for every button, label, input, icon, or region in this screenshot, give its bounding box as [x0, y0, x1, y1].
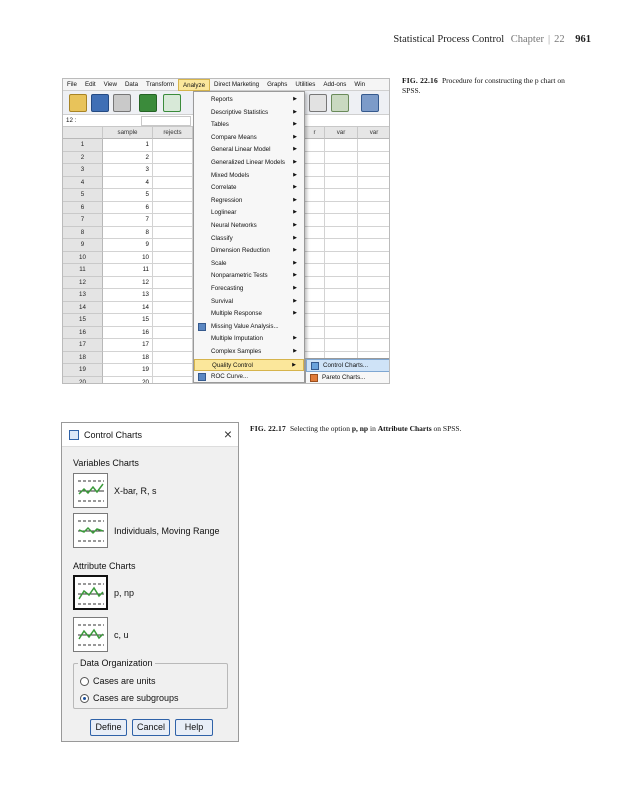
- menu-item-label: Forecasting: [211, 285, 244, 292]
- menu-item-label: Tables: [211, 121, 229, 129]
- empty-cell[interactable]: [305, 152, 325, 165]
- empty-cell[interactable]: [305, 302, 325, 315]
- control-charts-icon: [69, 430, 79, 440]
- submenu-arrow-icon: ▶: [293, 247, 297, 254]
- pareto-charts-icon: [310, 374, 318, 382]
- print-icon[interactable]: [113, 94, 131, 112]
- submenu-arrow-icon: ▶: [293, 146, 297, 153]
- menu-item-label: Survival: [211, 297, 234, 305]
- help-button[interactable]: Help: [175, 719, 213, 736]
- empty-cell[interactable]: [358, 214, 390, 227]
- xbar-chart-icon: [76, 476, 106, 506]
- submenu-arrow-icon: ▶: [293, 234, 297, 241]
- menu-item-label: Reports: [211, 96, 233, 103]
- submenu-arrow-icon: ▶: [293, 259, 297, 266]
- rejects-cell[interactable]: [153, 152, 193, 165]
- row-number[interactable]: 10: [63, 252, 103, 265]
- p-np-chart-button[interactable]: [73, 575, 108, 610]
- menu-item-correlate[interactable]: [194, 182, 304, 194]
- sample-cell[interactable]: 4: [103, 177, 153, 190]
- row-number[interactable]: 4: [63, 177, 103, 190]
- empty-cell[interactable]: [358, 339, 390, 352]
- menu-item-descriptive-statistics[interactable]: [194, 107, 304, 119]
- sample-cell[interactable]: 8: [103, 227, 153, 240]
- menu-item-icon: [198, 373, 206, 381]
- xbar-chart-label: X-bar, R, s: [114, 486, 157, 496]
- menu-item-label: Classify: [211, 234, 233, 242]
- empty-cell[interactable]: [358, 177, 390, 190]
- cancel-button[interactable]: Cancel: [132, 719, 170, 736]
- p-np-chart-icon: [77, 579, 107, 609]
- menu-item-missing-value-analysis[interactable]: [194, 321, 304, 333]
- page-number: 961: [575, 34, 591, 45]
- empty-cell[interactable]: [305, 202, 325, 215]
- empty-cell[interactable]: [305, 227, 325, 240]
- submenu-arrow-icon: ▶: [292, 361, 296, 368]
- submenu-arrow-icon: ▶: [293, 348, 297, 354]
- empty-cell[interactable]: [305, 164, 325, 177]
- menu-item-nonparametric-tests[interactable]: [194, 270, 304, 282]
- empty-cell[interactable]: [325, 339, 358, 352]
- sample-cell[interactable]: 5: [103, 189, 153, 202]
- menu-item-label: General Linear Model: [211, 146, 271, 154]
- row-number[interactable]: 13: [63, 289, 103, 302]
- empty-cell[interactable]: [358, 189, 390, 202]
- menu-item-label: Missing Value Analysis...: [211, 322, 279, 330]
- menu-data[interactable]: Data: [124, 81, 139, 88]
- cell-reference: 12 :: [66, 117, 77, 124]
- row-number[interactable]: 6: [63, 202, 103, 215]
- menu-item-label: Descriptive Statistics: [211, 108, 269, 116]
- empty-cell[interactable]: [305, 277, 325, 290]
- empty-cell[interactable]: [325, 152, 358, 165]
- menu-analyze[interactable]: Analyze: [178, 79, 210, 91]
- fig16-caption-text: Procedure for constructing the p chart on SPSS.: [402, 76, 565, 95]
- empty-cell[interactable]: [325, 327, 358, 340]
- rejects-cell[interactable]: [153, 264, 193, 277]
- empty-cell[interactable]: [305, 327, 325, 340]
- rejects-cell[interactable]: [153, 139, 193, 152]
- fig17-label: FIG. 22.17: [250, 424, 286, 433]
- menu-item-label: Quality Control: [212, 361, 253, 369]
- row-number[interactable]: 11: [63, 264, 103, 277]
- rejects-cell[interactable]: [153, 289, 193, 302]
- close-icon[interactable]: ×: [223, 426, 232, 442]
- pareto-charts-menu-item[interactable]: [306, 372, 390, 385]
- empty-cell[interactable]: [325, 164, 358, 177]
- empty-cell[interactable]: [358, 239, 390, 252]
- rejects-cell[interactable]: [153, 214, 193, 227]
- row-number[interactable]: 2: [63, 152, 103, 165]
- sample-cell[interactable]: 14: [103, 302, 153, 315]
- sample-cell[interactable]: 15: [103, 314, 153, 327]
- menu-transform[interactable]: Transform: [146, 81, 175, 88]
- rejects-cell[interactable]: [153, 202, 193, 215]
- row-number[interactable]: 12: [63, 277, 103, 290]
- submenu-arrow-icon: ▶: [293, 121, 297, 128]
- menu-item-scale[interactable]: [194, 258, 304, 270]
- sample-cell[interactable]: 10: [103, 252, 153, 265]
- fig17-caption-bold2: Attribute Charts: [377, 424, 432, 433]
- menu-item-neural-networks[interactable]: [194, 220, 304, 232]
- rejects-cell[interactable]: [153, 164, 193, 177]
- empty-cell[interactable]: [325, 314, 358, 327]
- submenu-arrow-icon: ▶: [293, 108, 297, 115]
- empty-cell[interactable]: [358, 252, 390, 265]
- empty-cell[interactable]: [325, 189, 358, 202]
- menu-item-general-linear-model[interactable]: [194, 144, 304, 156]
- fig16-label: FIG. 22.16: [402, 76, 438, 85]
- header-chapter: Chapter: [510, 34, 545, 45]
- sample-cell[interactable]: 20: [103, 377, 153, 385]
- submenu-arrow-icon: ▶: [293, 184, 297, 191]
- empty-cell[interactable]: [358, 227, 390, 240]
- analyze-menu: [193, 91, 305, 383]
- row-number[interactable]: 20: [63, 377, 103, 385]
- row-number[interactable]: 3: [63, 164, 103, 177]
- attribute-charts-heading: Attribute Charts: [73, 561, 136, 571]
- menu-item-label: Nonparametric Tests: [211, 272, 268, 280]
- fig17-caption-bold: p, np: [351, 424, 369, 433]
- empty-cell[interactable]: [305, 239, 325, 252]
- rejects-cell[interactable]: [153, 377, 193, 385]
- empty-cell[interactable]: [305, 264, 325, 277]
- column-header-var[interactable]: var: [325, 127, 358, 139]
- menu-item-multiple-imputation[interactable]: [194, 333, 304, 345]
- empty-cell[interactable]: [305, 214, 325, 227]
- menu-win[interactable]: Win: [354, 81, 366, 88]
- row-header-corner: [63, 127, 103, 139]
- chart-icon[interactable]: [331, 94, 349, 112]
- rejects-cell[interactable]: [153, 339, 193, 352]
- column-header-r[interactable]: r: [305, 127, 325, 139]
- header-separator: |: [548, 34, 551, 45]
- control-charts-dialog: [61, 422, 239, 742]
- undo-icon[interactable]: [163, 94, 181, 112]
- empty-cell[interactable]: [358, 164, 390, 177]
- menu-item-label: ROC Curve...: [211, 373, 249, 381]
- rejects-cell[interactable]: [153, 352, 193, 365]
- individuals-chart-icon: [76, 516, 106, 546]
- pareto-charts-label: Pareto Charts...: [322, 373, 366, 381]
- menu-item-label: Mixed Models: [211, 171, 250, 179]
- empty-cell[interactable]: [305, 289, 325, 302]
- menu-item-survival[interactable]: [194, 296, 304, 308]
- data-organization-group: [73, 658, 228, 709]
- column-header-sample[interactable]: sample: [103, 127, 153, 139]
- menu-item-generalized-linear-models[interactable]: [194, 157, 304, 169]
- data-organization-heading: Data Organization: [80, 658, 153, 668]
- empty-cell[interactable]: [358, 202, 390, 215]
- rejects-cell[interactable]: [153, 302, 193, 315]
- menu-item-mixed-models[interactable]: [194, 170, 304, 182]
- empty-cell[interactable]: [325, 277, 358, 290]
- empty-cell[interactable]: [325, 302, 358, 315]
- spss-window: [62, 78, 390, 384]
- menu-item-reports[interactable]: [194, 94, 304, 106]
- rejects-cell[interactable]: [153, 327, 193, 340]
- submenu-arrow-icon: ▶: [293, 272, 297, 279]
- menu-item-classify[interactable]: [194, 233, 304, 245]
- header-title: Statistical Process Control: [393, 34, 505, 45]
- row-number[interactable]: 14: [63, 302, 103, 315]
- fig17-caption-post: on SPSS.: [431, 424, 462, 433]
- save-icon[interactable]: [91, 94, 109, 112]
- menu-item-label: Compare Means: [211, 133, 257, 141]
- cell-value-field[interactable]: [141, 116, 191, 126]
- menu-item-label: Neural Networks: [211, 222, 257, 229]
- individuals-chart-label: Individuals, Moving Range: [114, 526, 220, 536]
- submenu-arrow-icon: ▶: [293, 209, 297, 216]
- sample-cell[interactable]: 1: [103, 139, 153, 152]
- import-data-icon[interactable]: [139, 94, 157, 112]
- menu-item-roc-curve[interactable]: [194, 371, 304, 383]
- sample-cell[interactable]: 3: [103, 164, 153, 177]
- menu-view[interactable]: View: [103, 81, 117, 88]
- row-number[interactable]: 17: [63, 339, 103, 352]
- row-number[interactable]: 1: [63, 139, 103, 152]
- menu-item-quality-control[interactable]: [194, 359, 304, 371]
- menu-file[interactable]: File: [67, 81, 77, 88]
- menu-item-forecasting[interactable]: [194, 283, 304, 295]
- sample-cell[interactable]: 9: [103, 239, 153, 252]
- variables-icon[interactable]: [309, 94, 327, 112]
- rejects-cell[interactable]: [153, 239, 193, 252]
- sample-cell[interactable]: 12: [103, 277, 153, 290]
- c-u-chart-icon: [76, 620, 106, 650]
- submenu-arrow-icon: ▶: [293, 222, 297, 228]
- row-number[interactable]: 15: [63, 314, 103, 327]
- menu-item-label: Correlate: [211, 184, 237, 192]
- empty-cell[interactable]: [325, 202, 358, 215]
- variables-charts-heading: Variables Charts: [73, 458, 139, 468]
- cases-are-subgroups-radio[interactable]: [80, 694, 89, 703]
- empty-cell[interactable]: [325, 252, 358, 265]
- empty-cell[interactable]: [358, 327, 390, 340]
- rejects-cell[interactable]: [153, 252, 193, 265]
- individuals-chart-button[interactable]: [73, 513, 108, 548]
- menu-add-ons[interactable]: Add-ons: [323, 81, 347, 88]
- rejects-cell[interactable]: [153, 364, 193, 377]
- empty-cell[interactable]: [358, 289, 390, 302]
- sample-cell[interactable]: 13: [103, 289, 153, 302]
- control-charts-label: Control Charts...: [323, 362, 369, 369]
- c-u-chart-label: c, u: [114, 630, 129, 640]
- submenu-arrow-icon: ▶: [293, 196, 297, 203]
- c-u-chart-button[interactable]: [73, 617, 108, 652]
- empty-cell[interactable]: [358, 302, 390, 315]
- empty-cell[interactable]: [325, 177, 358, 190]
- quality-control-submenu: [305, 358, 390, 384]
- empty-cell[interactable]: [358, 314, 390, 327]
- sample-cell[interactable]: 17: [103, 339, 153, 352]
- sample-cell[interactable]: 11: [103, 264, 153, 277]
- fig17-caption-mid: in: [368, 424, 378, 433]
- menu-item-label: Generalized Linear Models: [211, 159, 285, 166]
- row-number[interactable]: 19: [63, 364, 103, 377]
- grid-icon[interactable]: [361, 94, 379, 112]
- menu-item-label: Multiple Response: [211, 310, 262, 318]
- menu-graphs[interactable]: Graphs: [267, 81, 288, 88]
- control-charts-menu-item[interactable]: [306, 359, 390, 372]
- running-header: [393, 34, 591, 45]
- empty-cell[interactable]: [325, 214, 358, 227]
- sample-cell[interactable]: 7: [103, 214, 153, 227]
- sample-cell[interactable]: 19: [103, 364, 153, 377]
- menu-item-label: Loglinear: [211, 209, 237, 217]
- submenu-arrow-icon: ▶: [293, 297, 297, 304]
- rejects-cell[interactable]: [153, 314, 193, 327]
- rejects-cell[interactable]: [153, 277, 193, 290]
- rejects-cell[interactable]: [153, 227, 193, 240]
- empty-cell[interactable]: [305, 252, 325, 265]
- define-button[interactable]: Define: [90, 719, 127, 736]
- menu-item-regression[interactable]: [194, 195, 304, 207]
- menu-item-complex-samples[interactable]: [194, 346, 304, 358]
- menu-item-compare-means[interactable]: [194, 132, 304, 144]
- cases-are-units-label: Cases are units: [93, 676, 156, 686]
- fig16-caption: [402, 76, 567, 96]
- dialog-title: Control Charts: [84, 430, 143, 440]
- menu-item-icon: [198, 323, 206, 331]
- empty-cell[interactable]: [325, 239, 358, 252]
- fig17-caption-pre: Selecting the option: [289, 424, 352, 433]
- empty-cell[interactable]: [305, 314, 325, 327]
- fig17-caption: [250, 424, 580, 434]
- open-folder-icon[interactable]: [69, 94, 87, 112]
- sample-cell[interactable]: 16: [103, 327, 153, 340]
- submenu-arrow-icon: ▶: [293, 310, 297, 317]
- spss-menubar: [63, 79, 389, 91]
- submenu-arrow-icon: ▶: [293, 335, 297, 342]
- menu-item-label: Complex Samples: [211, 348, 262, 355]
- submenu-arrow-icon: ▶: [293, 133, 297, 140]
- menu-direct-marketing[interactable]: Direct Marketing: [214, 81, 260, 88]
- cases-are-subgroups-label: Cases are subgroups: [93, 693, 179, 703]
- sample-cell[interactable]: 2: [103, 152, 153, 165]
- menu-item-label: Scale: [211, 259, 227, 267]
- p-np-chart-label: p, np: [114, 588, 135, 598]
- menu-item-multiple-response[interactable]: [194, 308, 304, 320]
- empty-cell[interactable]: [305, 339, 325, 352]
- menu-item-tables[interactable]: [194, 119, 304, 131]
- submenu-arrow-icon: ▶: [293, 159, 297, 165]
- empty-cell[interactable]: [358, 277, 390, 290]
- row-number[interactable]: 16: [63, 327, 103, 340]
- menu-item-label: Multiple Imputation: [211, 335, 263, 343]
- empty-cell[interactable]: [325, 139, 358, 152]
- sample-cell[interactable]: 6: [103, 202, 153, 215]
- rejects-cell[interactable]: [153, 189, 193, 202]
- empty-cell[interactable]: [325, 227, 358, 240]
- row-number[interactable]: 7: [63, 214, 103, 227]
- row-number[interactable]: 8: [63, 227, 103, 240]
- menu-edit[interactable]: Edit: [84, 81, 96, 88]
- empty-cell[interactable]: [325, 289, 358, 302]
- sample-cell[interactable]: 18: [103, 352, 153, 365]
- rejects-cell[interactable]: [153, 177, 193, 190]
- column-header-var[interactable]: var: [358, 127, 390, 139]
- row-number[interactable]: 9: [63, 239, 103, 252]
- submenu-arrow-icon: ▶: [293, 171, 297, 178]
- control-charts-icon: [311, 362, 319, 370]
- empty-cell[interactable]: [358, 152, 390, 165]
- cases-are-units-radio[interactable]: [80, 677, 89, 686]
- menu-item-dimension-reduction[interactable]: [194, 245, 304, 257]
- empty-cell[interactable]: [305, 139, 325, 152]
- submenu-arrow-icon: ▶: [293, 285, 297, 291]
- empty-cell[interactable]: [325, 264, 358, 277]
- empty-cell[interactable]: [358, 139, 390, 152]
- empty-cell[interactable]: [358, 264, 390, 277]
- menu-item-loglinear[interactable]: [194, 207, 304, 219]
- submenu-arrow-icon: ▶: [293, 96, 297, 102]
- xbar-chart-button[interactable]: [73, 473, 108, 508]
- dialog-title-bar: [62, 423, 238, 447]
- column-header-rejects[interactable]: rejects: [153, 127, 193, 139]
- header-chapter-number: 22: [554, 34, 565, 45]
- menu-item-label: Dimension Reduction: [211, 247, 270, 255]
- empty-cell[interactable]: [305, 189, 325, 202]
- menu-item-label: Regression: [211, 196, 243, 204]
- row-number[interactable]: 18: [63, 352, 103, 365]
- menu-utilities[interactable]: Utilities: [295, 81, 316, 88]
- empty-cell[interactable]: [305, 177, 325, 190]
- row-number[interactable]: 5: [63, 189, 103, 202]
